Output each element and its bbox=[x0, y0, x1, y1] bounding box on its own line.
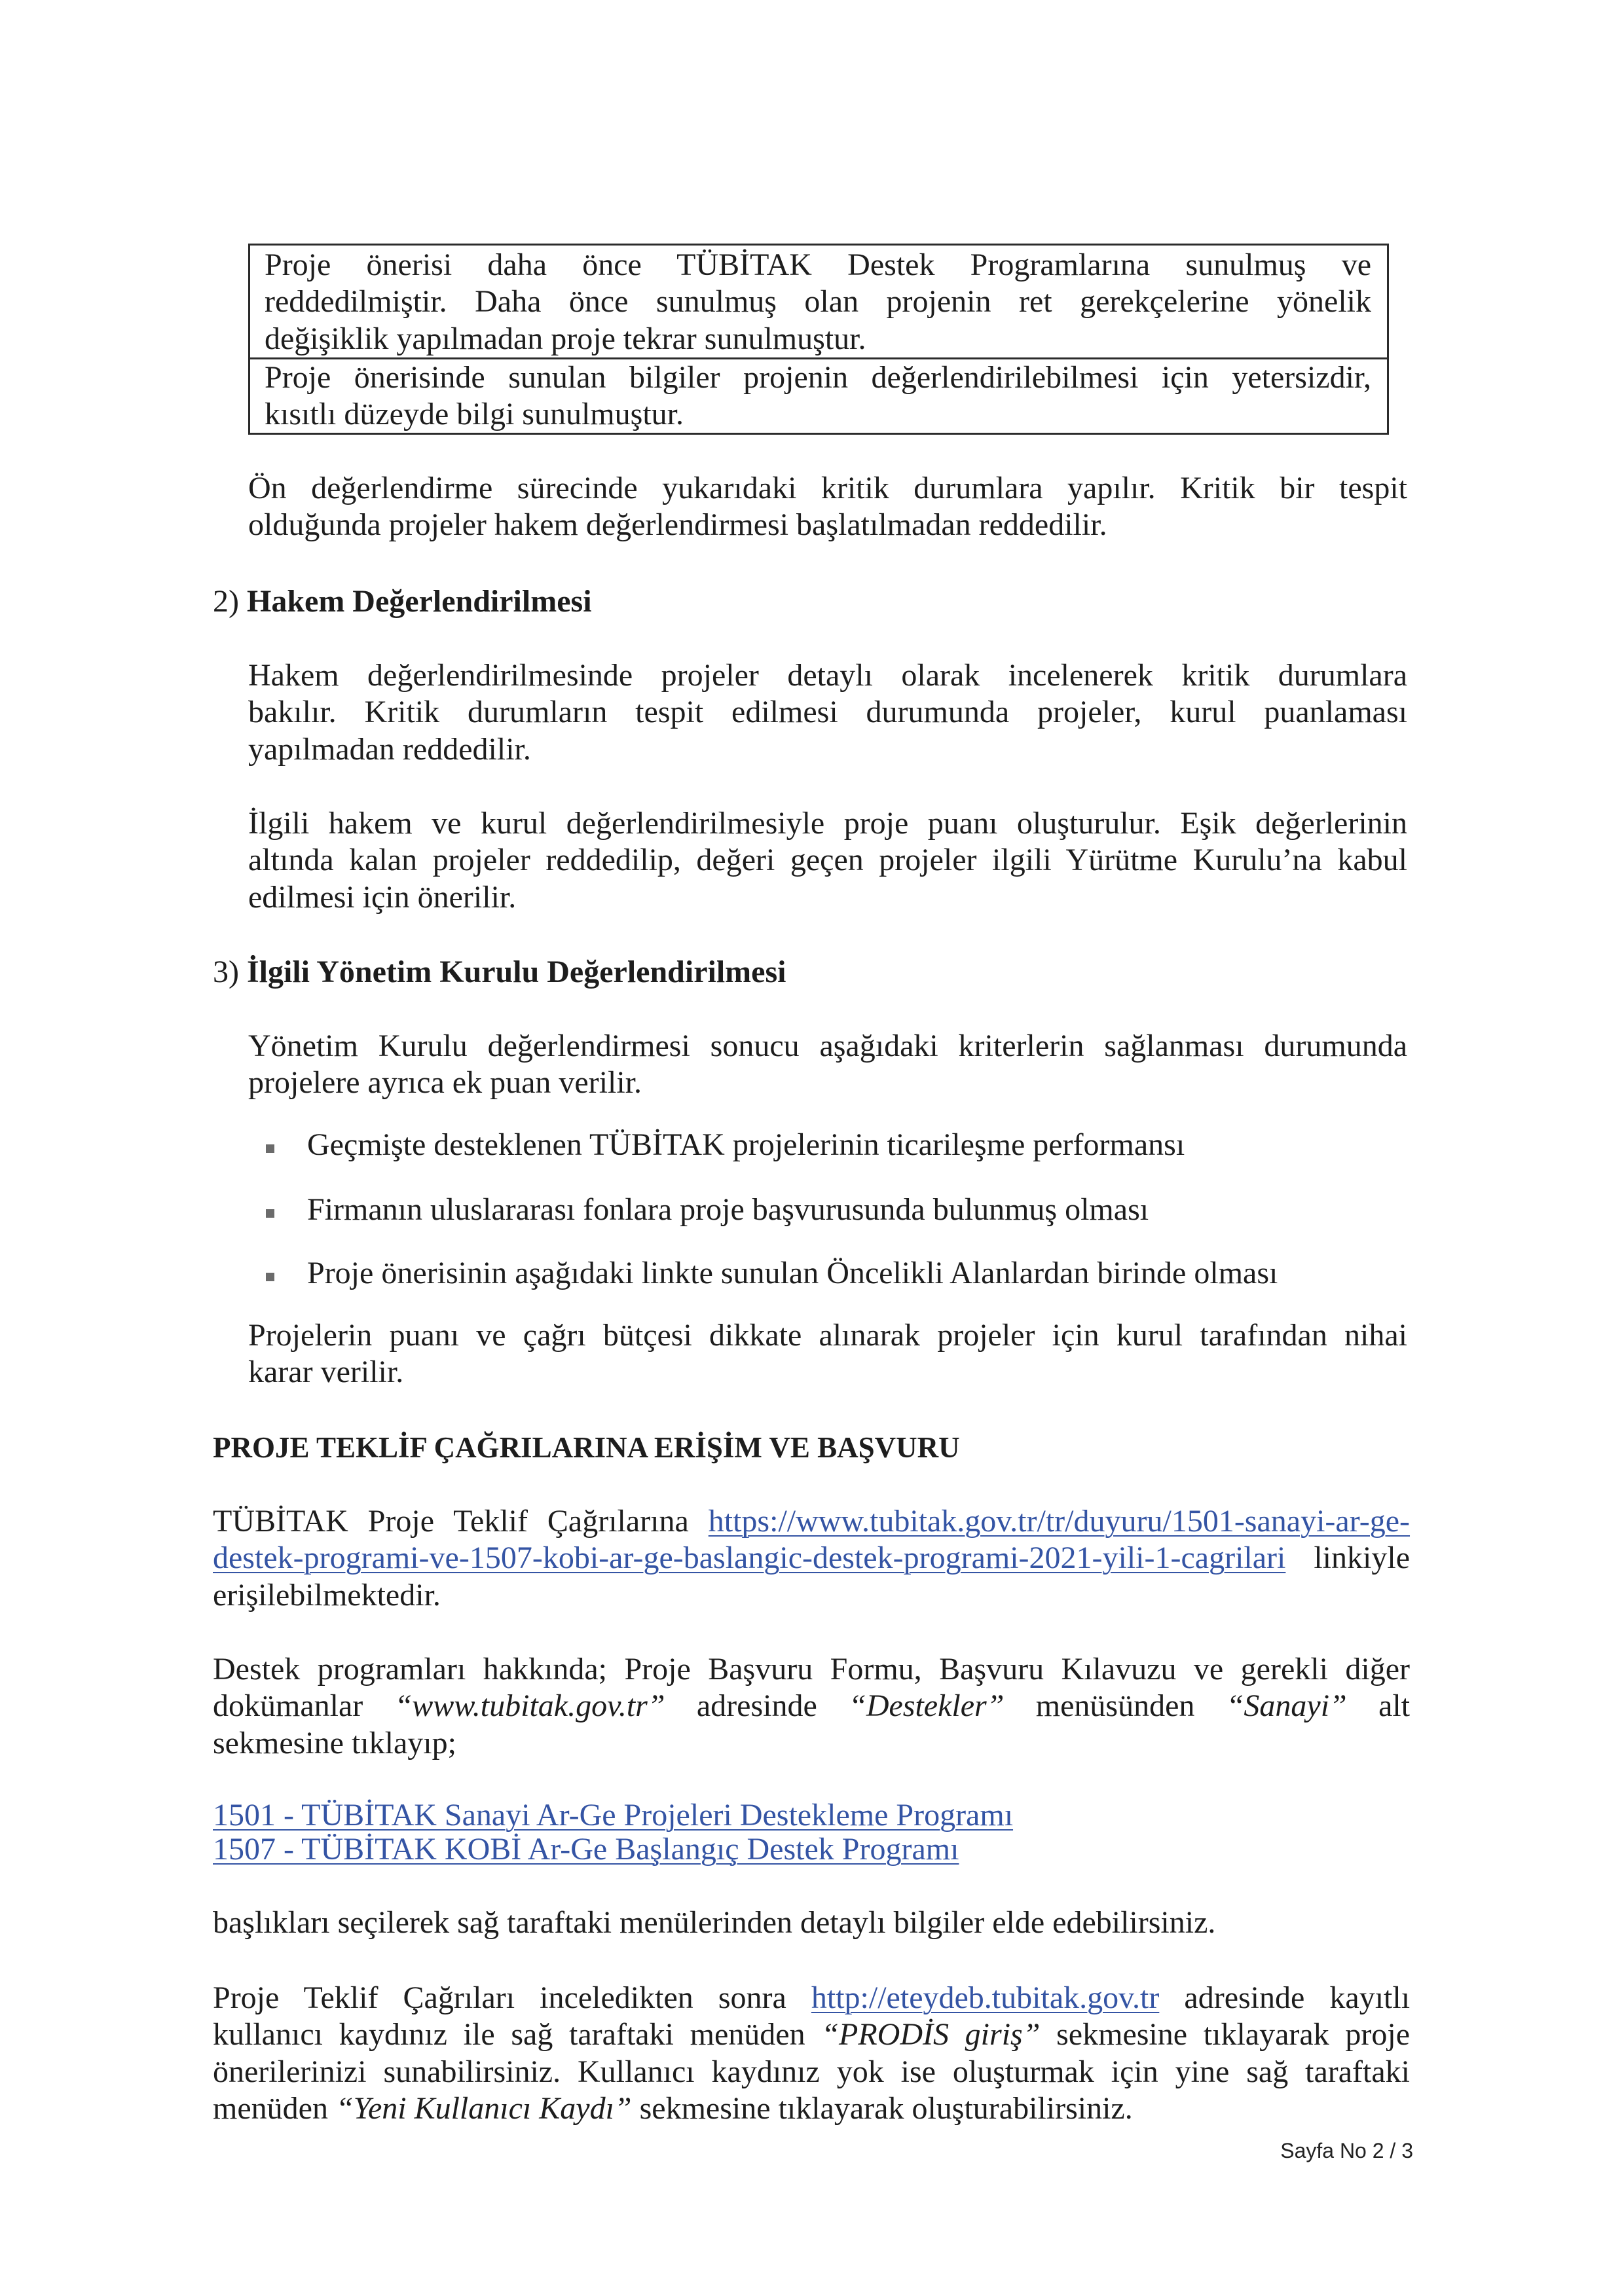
bullet-square-icon bbox=[266, 1273, 274, 1281]
paragraph bbox=[248, 1028, 1407, 1102]
page-number: Sayfa No 2 / 3 bbox=[1280, 2139, 1413, 2162]
bullet-item bbox=[266, 1127, 1407, 1163]
text-fragment: menüsünden bbox=[1035, 1688, 1195, 1724]
text-line: karar verilir. bbox=[248, 1355, 404, 1390]
text-line bbox=[213, 2016, 1410, 2053]
quoted-term: “www.tubitak.gov.tr” bbox=[394, 1688, 665, 1724]
section-heading bbox=[213, 1429, 960, 1466]
bullet-square-icon bbox=[266, 1209, 274, 1218]
section-heading bbox=[213, 954, 786, 991]
text-line: Proje önerisi daha önce TÜBİTAK Destek Programlarına sunulmuş ve bbox=[265, 247, 1371, 282]
bullet-item bbox=[266, 1255, 1407, 1292]
paragraph bbox=[213, 1904, 1410, 1941]
section-title: Hakem Değerlendirilmesi bbox=[246, 584, 592, 619]
bullet-item bbox=[266, 1192, 1407, 1228]
section-title: PROJE TEKLİF ÇAĞRILARINA ERİŞİM VE BAŞVURU bbox=[213, 1431, 960, 1464]
text-line: Hakem değerlendirilmesinde projeler detaylı olarak incelenerek kritik durumlara bbox=[248, 658, 1407, 693]
bullet-text: Geçmişte desteklenen TÜBİTAK projelerinin ticarileşme performansı bbox=[307, 1127, 1185, 1162]
programs-paragraph bbox=[213, 1651, 1410, 1762]
quoted-term: “Yeni Kullanıcı Kaydı” bbox=[335, 2091, 632, 2126]
text-fragment: alt bbox=[1378, 1688, 1411, 1724]
after-link-text: linkiyle bbox=[1314, 1540, 1410, 1576]
text-fragment: menüden bbox=[213, 2091, 328, 2126]
text-line: Yönetim Kurulu değerlendirmesi sonucu aşağıdaki kriterlerin sağlanması durumunda bbox=[248, 1029, 1407, 1063]
section-heading bbox=[213, 583, 592, 620]
text-line: Ön değerlendirme sürecinde yukarıdaki kritik durumlara yapılır. Kritik bir tespit bbox=[248, 471, 1407, 505]
criteria-row bbox=[250, 246, 1387, 357]
paragraph bbox=[248, 657, 1407, 768]
paragraph bbox=[248, 1317, 1407, 1391]
text-line: Destek programları hakkında; Proje Başvuru Formu, Başvuru Kılavuzu ve gerekli diğer bbox=[213, 1652, 1410, 1686]
criteria-row bbox=[250, 357, 1387, 433]
text-line: yapılmadan reddedilir. bbox=[248, 731, 531, 767]
section-number: 2) bbox=[213, 584, 239, 619]
text-line bbox=[213, 1798, 1410, 1832]
calls-paragraph bbox=[213, 1503, 1410, 1614]
bullet-text: Firmanın uluslararası fonlara proje başvurusunda bulunmuş olması bbox=[307, 1192, 1149, 1227]
text-line bbox=[213, 1688, 1410, 1724]
text-line: başlıkları seçilerek sağ taraftaki menülerinden detaylı bilgiler elde edebilirsiniz. bbox=[213, 1905, 1216, 1940]
text-fragment: sekmesine tıklayarak proje bbox=[1056, 2017, 1411, 2052]
text-line: İlgili hakem ve kurul değerlendirilmesiyle proje puanı oluşturulur. Eşik değerlerinin bbox=[248, 806, 1407, 841]
text-line: Proje önerisinde sunulan bilgiler projenin değerlendirilebilmesi için yetersizdir, bbox=[265, 360, 1371, 395]
text-fragment: adresinde kayıtlı bbox=[1184, 1980, 1411, 2015]
program-link-1501[interactable]: 1501 - TÜBİTAK Sanayi Ar-Ge Projeleri Destekleme Programı bbox=[213, 1798, 1014, 1832]
application-paragraph bbox=[213, 1980, 1410, 2128]
text-fragment: adresinde bbox=[696, 1688, 817, 1724]
paragraph bbox=[248, 805, 1407, 916]
text-fragment: sekmesine tıklayarak oluşturabilirsiniz. bbox=[639, 2091, 1133, 2126]
text-line: sekmesine tıklayıp; bbox=[213, 1725, 456, 1760]
text-line: kısıtlı düzeyde bilgi sunulmuştur. bbox=[265, 397, 684, 432]
text-line: Projelerin puanı ve çağrı bütçesi dikkate alınarak projeler için kurul tarafından nihai bbox=[248, 1318, 1407, 1353]
text-line: önerilerinizi sunabilirsiniz. Kullanıcı kaydınız yok ise oluşturmak için yine sağ taraftaki bbox=[213, 2054, 1410, 2089]
bullet-square-icon bbox=[266, 1144, 274, 1153]
text-line: olduğunda projeler hakem değerlendirmesi başlatılmadan reddedilir. bbox=[248, 507, 1107, 543]
eteydeb-link[interactable]: http://eteydeb.tubitak.gov.tr bbox=[811, 1980, 1160, 2015]
section-number: 3) bbox=[213, 955, 239, 989]
section-title: İlgili Yönetim Kurulu Değerlendirilmesi bbox=[246, 955, 786, 989]
text-line bbox=[213, 2090, 1410, 2127]
quoted-term: “PRODİS giriş” bbox=[821, 2017, 1041, 2052]
calls-lead-text: TÜBİTAK Proje Teklif Çağrılarına bbox=[213, 1504, 689, 1539]
text-line bbox=[213, 1832, 1410, 1867]
text-line: edilmesi için önerilir. bbox=[248, 879, 517, 915]
text-line: projelere ayrıca ek puan verilir. bbox=[248, 1065, 642, 1101]
call-announcement-link[interactable]: https://www.tubitak.gov.tr/tr/duyuru/1501-sanayi-ar-ge- bbox=[708, 1504, 1411, 1539]
text-line bbox=[213, 1980, 1410, 2016]
call-announcement-link-continued[interactable]: destek-programi-ve-1507-kobi-ar-ge-baslangic-destek-programi-2021-yili-1-cagrilari bbox=[213, 1540, 1286, 1576]
program-links bbox=[213, 1798, 1410, 1867]
text-line bbox=[213, 1540, 1410, 1576]
quoted-term: “Destekler” bbox=[849, 1688, 1005, 1724]
criteria-table bbox=[248, 244, 1389, 435]
program-link-1507[interactable]: 1507 - TÜBİTAK KOBİ Ar-Ge Başlangıç Destek Programı bbox=[213, 1832, 959, 1867]
text-fragment: dokümanlar bbox=[213, 1688, 363, 1724]
text-line: altında kalan projeler reddedilip, değeri geçen projeler ilgili Yürütme Kurulu’na kabul bbox=[248, 843, 1407, 878]
text-line: değişiklik yapılmadan proje tekrar sunulmuştur. bbox=[265, 321, 866, 356]
bullet-text: Proje önerisinin aşağıdaki linkte sunulan Öncelikli Alanlardan birinde olması bbox=[307, 1256, 1278, 1290]
pre-evaluation-paragraph bbox=[248, 470, 1407, 544]
text-fragment: Proje Teklif Çağrıları inceledikten sonra bbox=[213, 1980, 786, 2015]
text-line: bakılır. Kritik durumların tespit edilmesi durumunda projeler, kurul puanlaması bbox=[248, 695, 1407, 730]
text-line: reddedilmiştir. Daha önce sunulmuş olan projenin ret gerekçelerine yönelik bbox=[265, 284, 1371, 319]
text-line bbox=[213, 1503, 1410, 1540]
text-fragment: kullanıcı kaydınız ile sağ taraftaki menüden bbox=[213, 2017, 805, 2052]
quoted-term: “Sanayi” bbox=[1226, 1688, 1347, 1724]
text-line: erişilebilmektedir. bbox=[213, 1577, 441, 1613]
